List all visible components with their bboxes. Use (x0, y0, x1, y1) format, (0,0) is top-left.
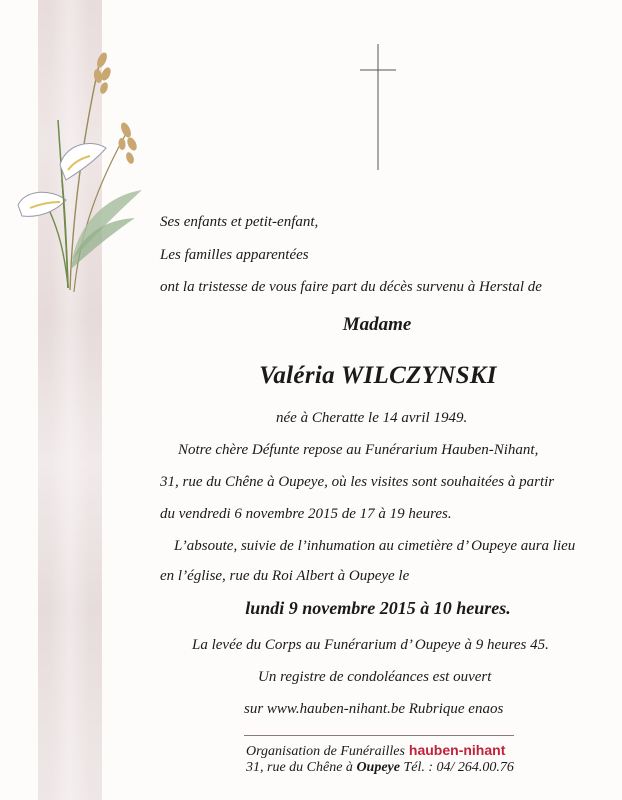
footer-organisation-label: Organisation de Funérailles (246, 744, 405, 759)
closing-line-1: La levée du Corps au Funérarium d’ Oupeye à 9 heures 45. (192, 637, 549, 653)
body-line-4: L’absoute, suivie de l’inhumation au cimetière d’ Oupeye aura lieu (174, 538, 576, 554)
body-line-2: 31, rue du Chêne à Oupeye, où les visites sont souhaitées à partir (160, 474, 555, 490)
footer-address-prefix: 31, rue du Chêne à (246, 760, 357, 775)
deceased-name: Valéria WILCZYNSKI (259, 362, 497, 389)
body-line-3: du vendredi 6 novembre 2015 de 17 à 19 heures. (160, 506, 452, 522)
intro-line-3: ont la tristesse de vous faire part du décès survenu à Herstal de (160, 279, 542, 295)
footer-divider (244, 735, 514, 736)
footer-address (246, 760, 514, 776)
brand-logo: hauben-nihant (408, 742, 506, 758)
calla-lily-wheat-decoration (10, 30, 150, 300)
salutation: Madame (342, 314, 412, 335)
ceremony-date: lundi 9 novembre 2015 à 10 heures. (245, 598, 511, 618)
body-line-1: Notre chère Défunte repose au Funérarium Hauben-Nihant, (178, 442, 539, 458)
closing-line-2: Un registre de condoléances est ouvert (258, 669, 492, 685)
cross-icon (358, 44, 398, 170)
intro-line-2: Les familles apparentées (160, 247, 309, 263)
footer-address-phone: Tél. : 04/ 264.00.76 (399, 760, 514, 775)
closing-line-3: sur www.hauben-nihant.be Rubrique enaos (244, 701, 504, 717)
body-line-5: en l’église, rue du Roi Albert à Oupeye le (160, 568, 410, 584)
footer-organisation (246, 742, 505, 760)
birth-line: née à Cheratte le 14 avril 1949. (276, 410, 468, 426)
intro-line-1: Ses enfants et petit-enfant, (160, 214, 319, 230)
footer-address-town: Oupeye (356, 760, 400, 775)
